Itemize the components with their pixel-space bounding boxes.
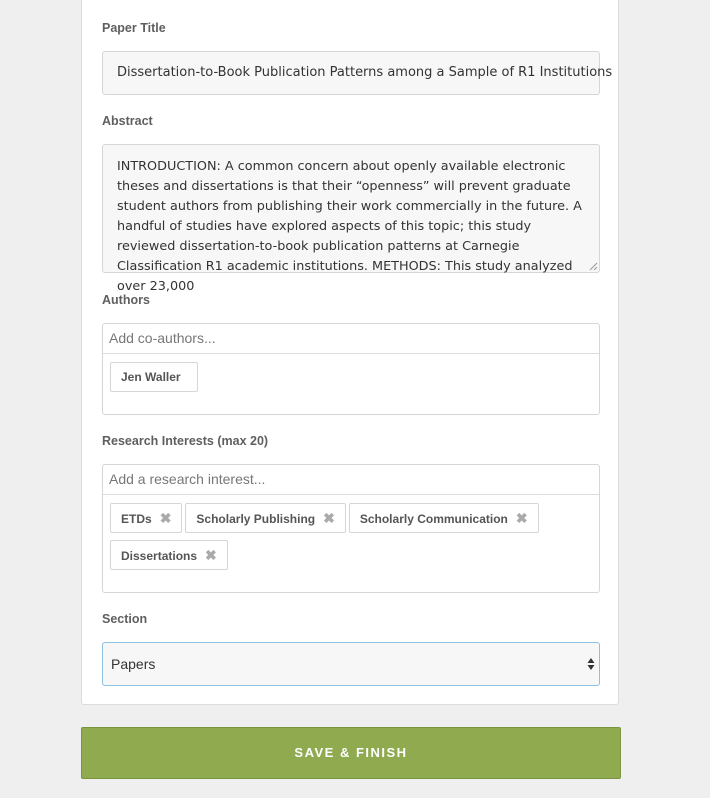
authors-box xyxy=(102,323,600,415)
paper-title-input[interactable]: Dissertation-to-Book Publication Patterns among a Sample of R1 Institutions xyxy=(102,51,600,95)
section-select[interactable] xyxy=(102,642,600,686)
interest-tag-label: Scholarly Publishing xyxy=(196,512,316,526)
save-finish-button[interactable]: SAVE & FINISH xyxy=(81,727,621,779)
authors-label: Authors xyxy=(102,293,150,307)
research-interests-box xyxy=(102,464,600,593)
select-arrows-icon xyxy=(587,655,595,673)
abstract-textarea[interactable] xyxy=(102,144,600,294)
interest-tag xyxy=(349,503,539,533)
paper-title-label: Paper Title xyxy=(102,21,166,35)
interest-tag-label: ETDs xyxy=(121,512,152,526)
interest-tag xyxy=(185,503,345,533)
author-tag[interactable]: Jen Waller xyxy=(110,362,198,392)
section-select-value: Papers xyxy=(111,656,156,672)
remove-tag-icon[interactable]: ✖ xyxy=(205,547,217,563)
abstract-label: Abstract xyxy=(102,114,153,128)
remove-tag-icon[interactable]: ✖ xyxy=(159,510,172,526)
authors-input[interactable]: Add co-authors... xyxy=(103,324,599,354)
research-interest-input[interactable]: Add a research interest... xyxy=(103,465,599,495)
interest-tag xyxy=(110,540,228,570)
interest-tag-label: Dissertations xyxy=(121,549,198,563)
abstract-text: INTRODUCTION: A common concern about openly available electronic theses and dissertations is that their “openness” will prevent graduate student authors from publishing their work commercially in the future. A handful of studies have explored aspects of this topic; this study reviewed dissertation-to-book publication patterns at Carnegie Classification R1 academic institutions. METHODS: This study analyzed over 23,000 xyxy=(117,159,582,294)
remove-tag-icon[interactable]: ✖ xyxy=(323,510,335,526)
interest-tag xyxy=(110,503,182,533)
research-interests-label: Research Interests (max 20) xyxy=(102,434,269,448)
interest-tag-label: Scholarly Communication xyxy=(359,512,508,526)
remove-tag-icon[interactable]: ✖ xyxy=(515,510,528,526)
section-label: Section xyxy=(102,612,148,626)
resize-handle-icon[interactable] xyxy=(589,262,598,271)
